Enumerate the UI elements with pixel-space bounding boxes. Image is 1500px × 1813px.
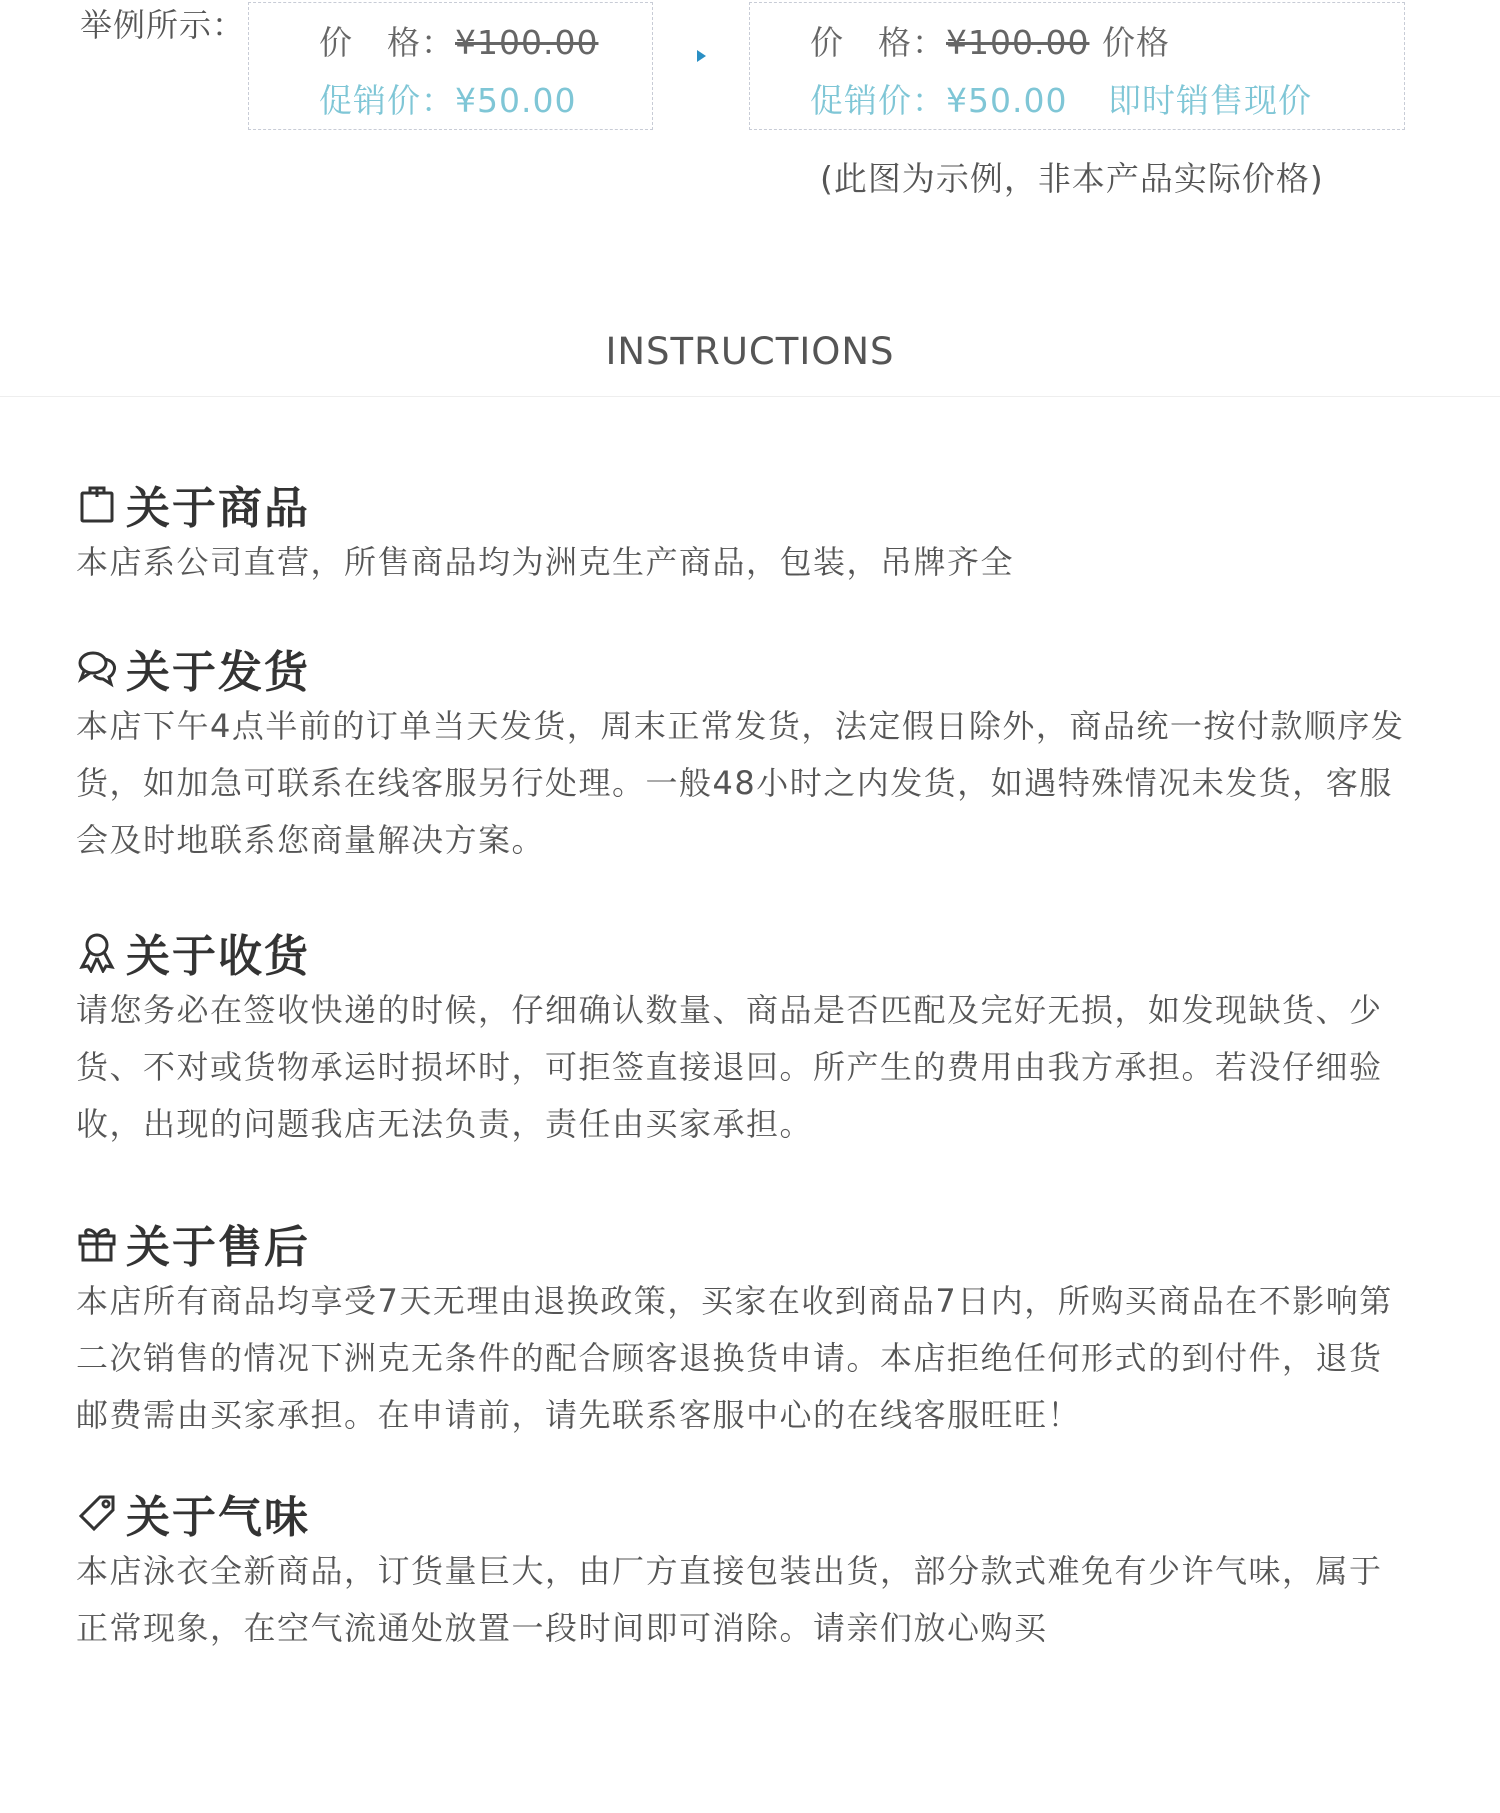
section-body: 请您务必在签收快递的时候，仔细确认数量、商品是否匹配及完好无损，如发现缺货、少货、不对或货物承运时损坏时，可拒签直接退回。所产生的费用由我方承担。若没仔细验收，出现的问题我店无法负责，责任由买家承担。: [76, 991, 1383, 1143]
original-price-desc: 价格: [1102, 23, 1170, 62]
section-title: 关于售后: [126, 1222, 310, 1273]
section-body: 本店系公司直营，所售商品均为洲克生产商品，包装，吊牌齐全: [76, 543, 1015, 581]
divider: [0, 396, 1500, 397]
price-tag-icon: [76, 1492, 118, 1534]
example-label: 举例所示：: [80, 6, 246, 44]
instructions-heading: INSTRUCTIONS: [605, 330, 895, 373]
award-ribbon-icon: [76, 931, 118, 973]
arrow-right-icon: [697, 50, 706, 62]
section-product: [76, 476, 1416, 591]
original-price-value: ¥100.00: [946, 23, 1090, 62]
promo-price-value: ¥50.00: [455, 81, 577, 120]
promo-price-value: ¥50.00: [946, 81, 1068, 120]
promo-price-label: 促销价：: [319, 81, 455, 120]
section-title: 关于气味: [126, 1492, 310, 1543]
chat-bubbles-icon: [76, 647, 118, 689]
section-body: 本店泳衣全新商品，订货量巨大，由厂方直接包装出货，部分款式难免有少许气味，属于正常现象，在空气流通处放置一段时间即可消除。请亲们放心购买: [76, 1552, 1383, 1647]
section-after-sales: [76, 1215, 1416, 1444]
section-shipping: [76, 640, 1416, 869]
price-example-box-after: [749, 2, 1405, 130]
gift-icon: [76, 1222, 118, 1264]
shopping-bag-icon: [76, 483, 118, 525]
section-receiving: [76, 924, 1416, 1153]
section-odor: [76, 1485, 1416, 1657]
section-body: 本店所有商品均享受7天无理由退换政策，买家在收到商品7日内，所购买商品在不影响第二次销售的情况下洲克无条件的配合顾客退换货申请。本店拒绝任何形式的到付件，退货邮费需由买家承担。在申请前，请先联系客服中心的在线客服旺旺！: [76, 1282, 1393, 1434]
original-price-label: 价 格：: [810, 23, 946, 62]
promo-price-label: 促销价：: [810, 81, 946, 120]
original-price-label: 价 格：: [319, 23, 455, 62]
section-title: 关于商品: [126, 483, 310, 534]
section-body: 本店下午4点半前的订单当天发货，周末正常发货，法定假日除外，商品统一按付款顺序发货，如加急可联系在线客服另行处理。一般48小时之内发货，如遇特殊情况未发货，客服会及时地联系您商量解决方案。: [76, 707, 1405, 859]
section-title: 关于收货: [126, 931, 310, 982]
original-price-value: ¥100.00: [455, 23, 599, 62]
example-note: (此图为示例，非本产品实际价格): [820, 159, 1324, 198]
price-example-box-before: [248, 2, 653, 130]
promo-price-desc: 即时销售现价: [1108, 81, 1312, 120]
section-title: 关于发货: [126, 647, 310, 698]
